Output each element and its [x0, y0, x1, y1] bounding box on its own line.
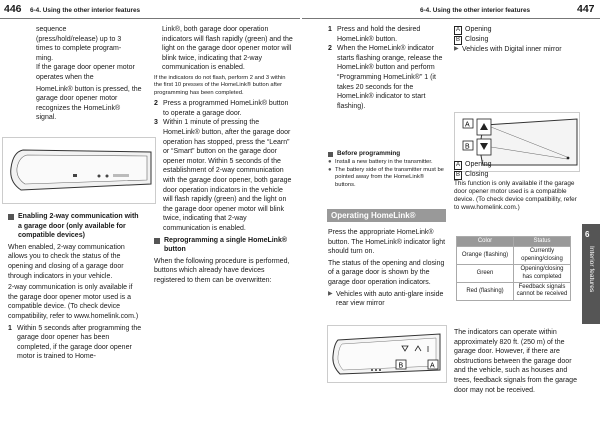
- table-row: Green Opening/closing has completed: [457, 265, 571, 283]
- right-running-title: 6-4. Using the other interior features: [420, 7, 531, 14]
- header-rule-right: [302, 18, 600, 19]
- before-programming: [328, 148, 446, 189]
- two-way-paragraph-1: When enabled, 2-way communication allows you to check the status of the opening and closing of a garage door through indicators in your vehicle.: [8, 243, 125, 280]
- digital-mirror-note: ▶ Vehicles with Digital inner mirror: [454, 46, 562, 53]
- table-row: Orange (flashing) Currently opening/closing: [457, 247, 571, 265]
- range-note: The indicators can operate within approximately 820 ft. (250 m) of the garage door. However, if there are obstructions between the garage door and the vehicle, such as houses and trees, feedback signals from the garage door may not be received.: [454, 329, 577, 394]
- left-running-title: 6-4. Using the other interior features: [30, 7, 141, 14]
- section-reprogramming: Reprogramming a single HomeLink® button: [154, 236, 294, 255]
- svg-text:B: B: [398, 362, 404, 370]
- rearview-mirror-image: [3, 138, 155, 203]
- legend-b-closing: B Closing: [456, 36, 489, 43]
- column-4-middle: [454, 160, 578, 214]
- chapter-tab: [582, 224, 600, 324]
- table-row: Red (flashing) Feedback signals cannot be received: [457, 283, 571, 301]
- column-3-operating: [328, 228, 446, 309]
- table-header-color: Color: [457, 237, 514, 247]
- before-programming-title: Before programming: [328, 150, 446, 157]
- before-bullet-1: ● Install a new battery in the transmitter.: [328, 159, 433, 166]
- svg-text:B: B: [465, 143, 470, 151]
- operating-paragraph-2: The status of the opening and closing of a garage door is shown by the garage door operation indicators.: [328, 259, 445, 286]
- column-3: [328, 25, 446, 111]
- reprogram-step-2: 2 When the HomeLink® indicator starts flashing orange, release the HomeLink® button and perform “Programming HomeLink®” 1 (it takes 20 seconds for the HomeLink® indicator to start flashing).: [328, 45, 443, 110]
- if-paragraph-a: If the garage door opener motor operates when the: [36, 64, 135, 81]
- anti-glare-note: ▶ Vehicles with auto anti-glare inside rear view mirror: [328, 290, 444, 308]
- table-header-status: Status: [514, 237, 571, 247]
- legend-a2-opening: A Opening: [456, 161, 492, 168]
- two-way-paragraph-2: 2-way communication is only available if the garage door opener motor used is a compatible device. (To check device compatibility, refer to www.homelink.com.): [8, 284, 139, 320]
- svg-text:A: A: [465, 121, 470, 129]
- column-4-top: [454, 25, 578, 55]
- mirror-illustration-antiglare: [327, 325, 447, 383]
- mirror-illustration-left: [2, 137, 156, 204]
- column-1-lower: [8, 210, 144, 362]
- step1-continued: Link®, both garage door operation indicators will flash rapidly (green) and the light on the garage door opener motor will blink twice, indicating that 2-way communication is enabled.: [162, 26, 293, 72]
- chapter-number: 6: [585, 230, 590, 239]
- before-bullet-2: ● The battery side of the transmitter must be pointed away from the HomeLink® buttons.: [328, 166, 444, 188]
- operating-homelink-heading: Operating HomeLink®: [327, 209, 446, 222]
- note-small: If the indicators do not flash, perform 2 and 3 within the first 10 presses of the HomeLink® button after programming has been completed.: [154, 74, 286, 96]
- chapter-title: Interior features: [588, 246, 595, 293]
- two-way-step-3: 3 Within 1 minute of pressing the HomeLink® button, after the garage door operation has stopped, press the “Learn” or “Smart” button on the garage door opener motor. Within 5 seconds of the establishment of 2-way communication with the garage door opener, both garage door operation indicators in the vehicle will flash rapidly (green) and the light on the garage door opener motor will blink twice, indicating that 2-way communication is enabled.: [154, 119, 292, 232]
- intro-sequence: sequence (press/hold/release) up to 3 times to complete program- ming.: [36, 26, 122, 62]
- right-page-number: 447: [577, 3, 595, 15]
- legend-a-opening: A Opening: [456, 26, 492, 33]
- compatibility-note: This function is only available if the garage door opener motor used is a compatible device. (To check device compatibility, refer to www.homelink.com.): [454, 180, 577, 211]
- column-1: [36, 25, 142, 125]
- if-paragraph-b: HomeLink® button is pressed, the garage door opener motor recognizes the HomeLink® signal.: [36, 85, 142, 122]
- indicator-status-table: [456, 236, 571, 301]
- two-way-step-1: 1 Within 5 seconds after programming the garage door opener has been completed, if the garage door opener motor is trained to Home-: [8, 324, 142, 361]
- legend-b2-closing: B Closing: [456, 171, 489, 178]
- header-rule-left: [0, 18, 300, 19]
- left-page-number: 446: [4, 3, 22, 15]
- section-two-way: Enabling 2-way communication with a garage door (only available for compatible devices): [8, 212, 144, 241]
- operating-paragraph-1: Press the appropriate HomeLink® button. The HomeLink® indicator light should turn on.: [328, 229, 446, 256]
- svg-text:A: A: [430, 362, 435, 370]
- two-way-step-2: 2 Press a programmed HomeLink® button to operate a garage door.: [154, 100, 289, 117]
- table-header-row: [457, 237, 571, 247]
- antiglare-mirror-image: [328, 326, 446, 382]
- reprogram-step-1: 1 Press and hold the desired HomeLink® button.: [328, 26, 421, 43]
- reprogramming-paragraph: When the following procedure is performed, buttons which already have devices registered to them can be overwritten:: [154, 257, 290, 284]
- column-2: [154, 25, 294, 287]
